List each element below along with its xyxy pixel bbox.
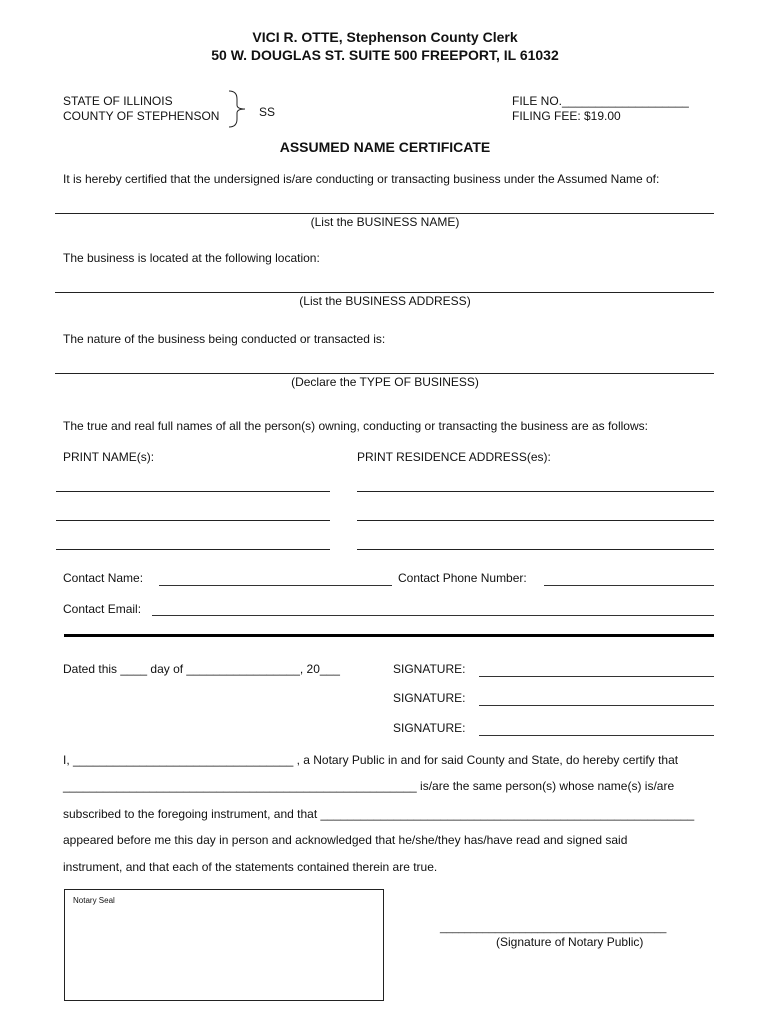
clerk-line: VICI R. OTTE, Stephenson County Clerk bbox=[252, 29, 518, 45]
notary-line-3: subscribed to the foregoing instrument, and that ________________________________________________________ bbox=[63, 807, 695, 821]
state-label: STATE OF ILLINOIS bbox=[63, 94, 173, 108]
address-line: 50 W. DOUGLAS ST. SUITE 500 FREEPORT, IL 61032 bbox=[211, 47, 559, 63]
business-type-field[interactable] bbox=[55, 373, 714, 374]
notary-signature-caption: (Signature of Notary Public) bbox=[496, 935, 644, 949]
notary-signature-line[interactable]: _____________________________________ bbox=[440, 922, 667, 934]
print-address-label: PRINT RESIDENCE ADDRESS(es): bbox=[357, 450, 551, 464]
contact-email-label: Contact Email: bbox=[63, 602, 142, 616]
notary-line-1: I, _________________________________ , a Notary Public in and for said County and State, do hereby certify that bbox=[63, 753, 679, 767]
notary-line-5: instrument, and that each of the statements contained therein are true. bbox=[63, 860, 438, 874]
business-address-field[interactable] bbox=[55, 292, 714, 293]
contact-phone-label: Contact Phone Number: bbox=[398, 571, 527, 585]
contact-name-label: Contact Name: bbox=[63, 571, 144, 585]
owner-address-field-2[interactable] bbox=[357, 520, 714, 521]
signature-field-1[interactable] bbox=[479, 676, 714, 677]
owner-name-field-2[interactable] bbox=[56, 520, 330, 521]
file-no: FILE NO.___________________ bbox=[512, 94, 689, 108]
location-prompt: The business is located at the following location: bbox=[63, 251, 320, 265]
contact-phone-field[interactable] bbox=[544, 585, 714, 586]
owner-address-field-1[interactable] bbox=[357, 491, 714, 492]
nature-prompt: The nature of the business being conducted or transacted is: bbox=[63, 332, 386, 346]
county-label: COUNTY OF STEPHENSON bbox=[63, 109, 220, 123]
signature-label-3: SIGNATURE: bbox=[393, 721, 466, 735]
intro-text: It is hereby certified that the undersigned is/are conducting or transacting business under the Assumed Name of: bbox=[63, 172, 660, 186]
notary-seal-label: Notary Seal bbox=[73, 896, 115, 905]
owners-prompt: The true and real full names of all the person(s) owning, conducting or transacting the business are as follows: bbox=[63, 419, 648, 433]
owner-address-field-3[interactable] bbox=[357, 549, 714, 550]
business-name-caption: (List the BUSINESS NAME) bbox=[310, 215, 460, 229]
dated-text: Dated this ____ day of _________________, 20___ bbox=[63, 662, 340, 676]
business-address-caption: (List the BUSINESS ADDRESS) bbox=[299, 294, 471, 308]
signature-label-2: SIGNATURE: bbox=[393, 691, 466, 705]
business-type-caption: (Declare the TYPE OF BUSINESS) bbox=[291, 375, 479, 389]
business-name-field[interactable] bbox=[55, 213, 714, 214]
filing-fee: FILING FEE: $19.00 bbox=[512, 109, 621, 123]
notary-seal-box bbox=[64, 889, 384, 1001]
print-names-label: PRINT NAME(s): bbox=[63, 450, 155, 464]
signature-field-2[interactable] bbox=[479, 705, 714, 706]
contact-email-field[interactable] bbox=[152, 615, 714, 616]
notary-line-2: _____________________________________________________ is/are the same person(s) whose name(s) is/are bbox=[63, 779, 675, 793]
section-divider bbox=[64, 634, 714, 637]
brace-icon bbox=[227, 89, 247, 129]
ss-label: SS bbox=[259, 105, 276, 119]
notary-line-4: appeared before me this day in person and acknowledged that he/she/they has/have read and signed said bbox=[63, 833, 628, 847]
signature-field-3[interactable] bbox=[479, 735, 714, 736]
owner-name-field-1[interactable] bbox=[56, 491, 330, 492]
owner-name-field-3[interactable] bbox=[56, 549, 330, 550]
contact-name-field[interactable] bbox=[159, 585, 392, 586]
page-title: ASSUMED NAME CERTIFICATE bbox=[279, 139, 491, 155]
signature-label-1: SIGNATURE: bbox=[393, 662, 466, 676]
